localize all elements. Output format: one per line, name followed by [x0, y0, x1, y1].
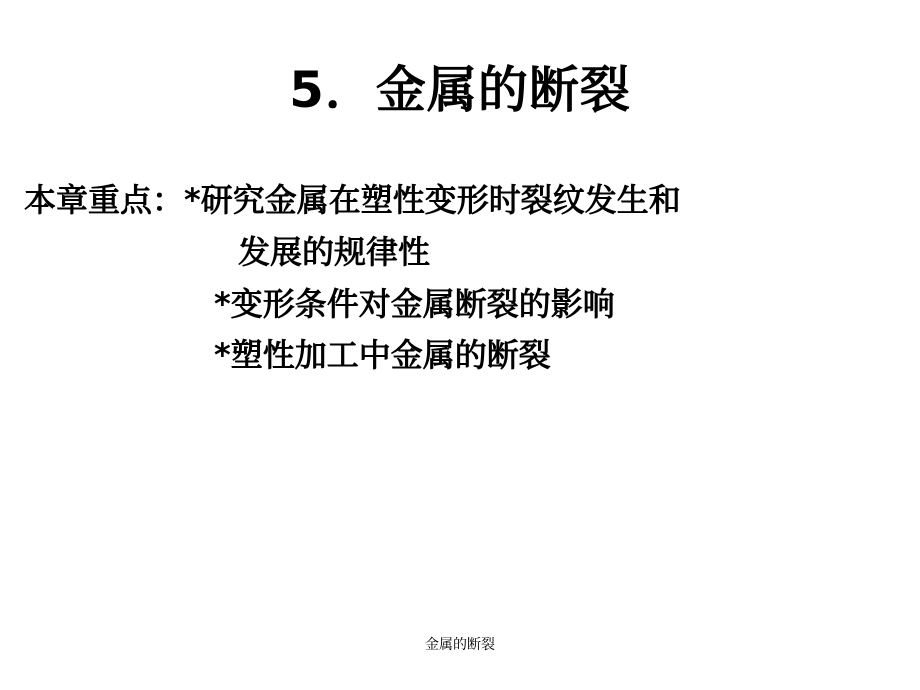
slide-body: [24, 175, 896, 382]
body-line: 本章重点：*研究金属在塑性变形时裂纹发生和: [24, 181, 681, 219]
page-title: 5．金属的断裂: [289, 60, 631, 119]
body-line: *变形条件对金属断裂的影响: [214, 284, 615, 323]
slide-footer: 金属的断裂: [425, 637, 495, 653]
body-line: *塑性加工中金属的断裂: [214, 336, 551, 375]
body-line: 发展的规律性: [238, 232, 431, 271]
